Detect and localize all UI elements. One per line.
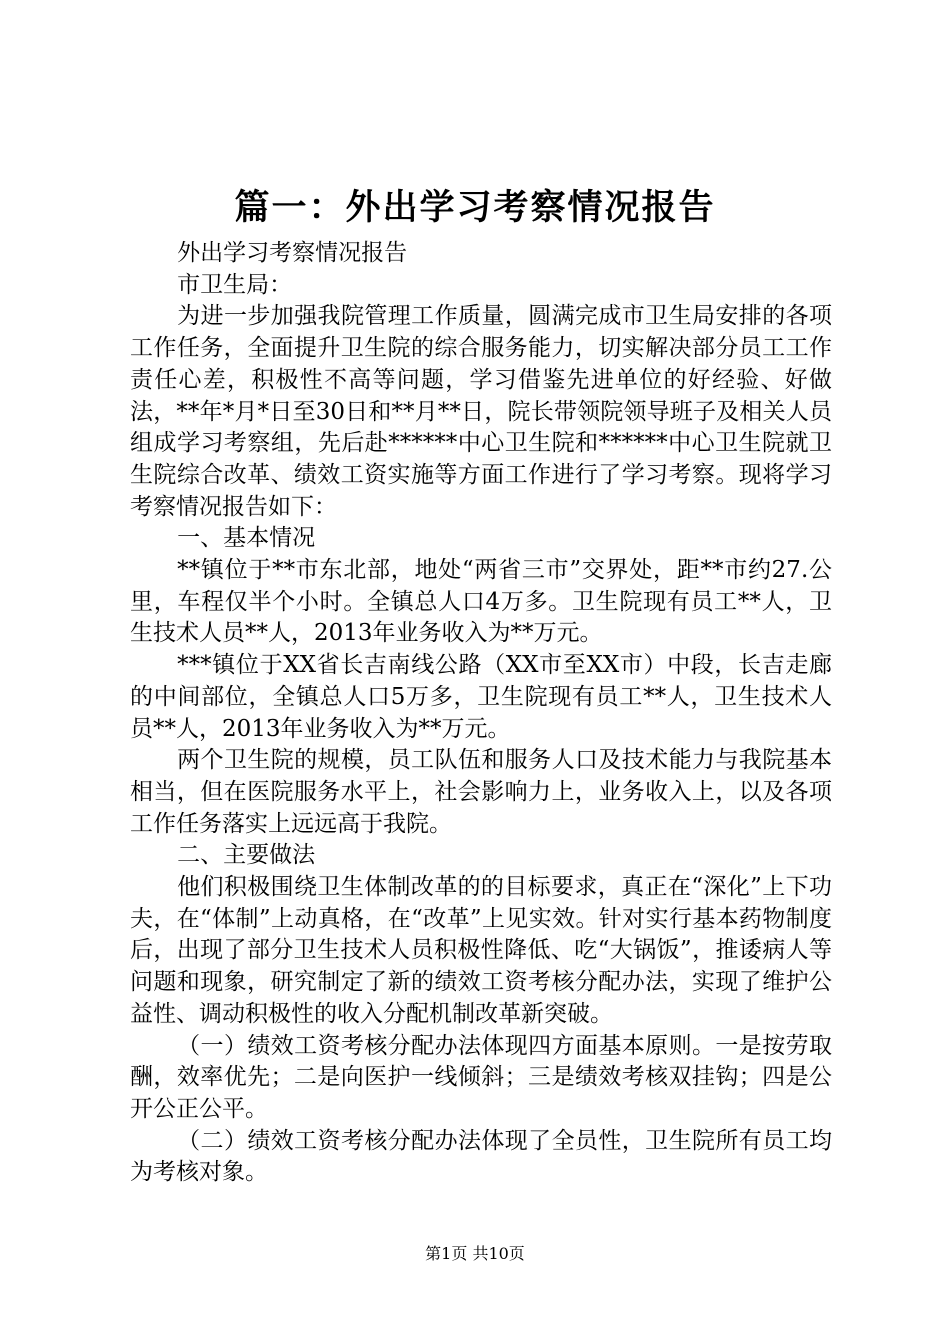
document-title: 篇一：外出学习考察情况报告 bbox=[234, 187, 716, 228]
report-heading: 外出学习考察情况报告 bbox=[177, 240, 408, 266]
basic-paragraph-2: ***镇位于XX省长吉南线公路（XX市至XX市）中段，长吉走廊的中间部位，全镇总人口5万多，卫生院现有员工**人，卫生技术人员**人，2013年业务收入为**万元。 bbox=[130, 652, 832, 742]
methods-paragraph-1: 他们积极围绕卫生体制改革的的目标要求，真正在“深化”上下功夫，在“体制”上动真格，在“改革”上见实效。针对实行基本药物制度后，出现了部分卫生技术人员积极性降低、吃“大锅饭”，推诿病人等问题和现象，研究制定了新的绩效工资考核分配办法，实现了维护公益性、调动积极性的收入分配机制改革新突破。 bbox=[130, 874, 832, 1027]
addressee: 市卫生局： bbox=[177, 271, 293, 298]
basic-paragraph-1: **镇位于**市东北部，地处“两省三市”交界处，距**市约27.公里，车程仅半个小时。全镇总人口4万多。卫生院现有员工**人，卫生技术人员**人，2013年业务收入为**万元。 bbox=[130, 557, 832, 647]
methods-item-2: （二）绩效工资考核分配办法体现了全员性，卫生院所有员工均为考核对象。 bbox=[130, 1127, 832, 1186]
basic-paragraph-3: 两个卫生院的规模，员工队伍和服务人口及技术能力与我院基本相当，但在医院服务水平上，社会影响力上，业务收入上，以及各项工作任务落实上远远高于我院。 bbox=[130, 747, 832, 837]
section-heading-basic: 一、基本情况 bbox=[177, 525, 316, 552]
page-footer: 第1页 共10页 bbox=[425, 1244, 525, 1263]
section-heading-methods: 二、主要做法 bbox=[177, 842, 316, 869]
document-body bbox=[130, 238, 832, 1189]
intro-paragraph: 为进一步加强我院管理工作质量，圆满完成市卫生局安排的各项工作任务，全面提升卫生院的综合服务能力，切实解决部分员工工作责任心差，积极性不高等问题，学习借鉴先进单位的好经验、好做法，**年*月*日至30日和**月**日，院长带领院领导班子及相关人员组成学习考察组，先后赴******中心卫生院和******中心卫生院就卫生院综合改革、绩效工资实施等方面工作进行了学习考察。现将学习考察情况报告如下： bbox=[130, 303, 832, 520]
methods-item-1: （一）绩效工资考核分配办法体现四方面基本原则。一是按劳取酬，效率优先；二是向医护一线倾斜；三是绩效考核双挂钩；四是公开公正公平。 bbox=[130, 1032, 832, 1122]
